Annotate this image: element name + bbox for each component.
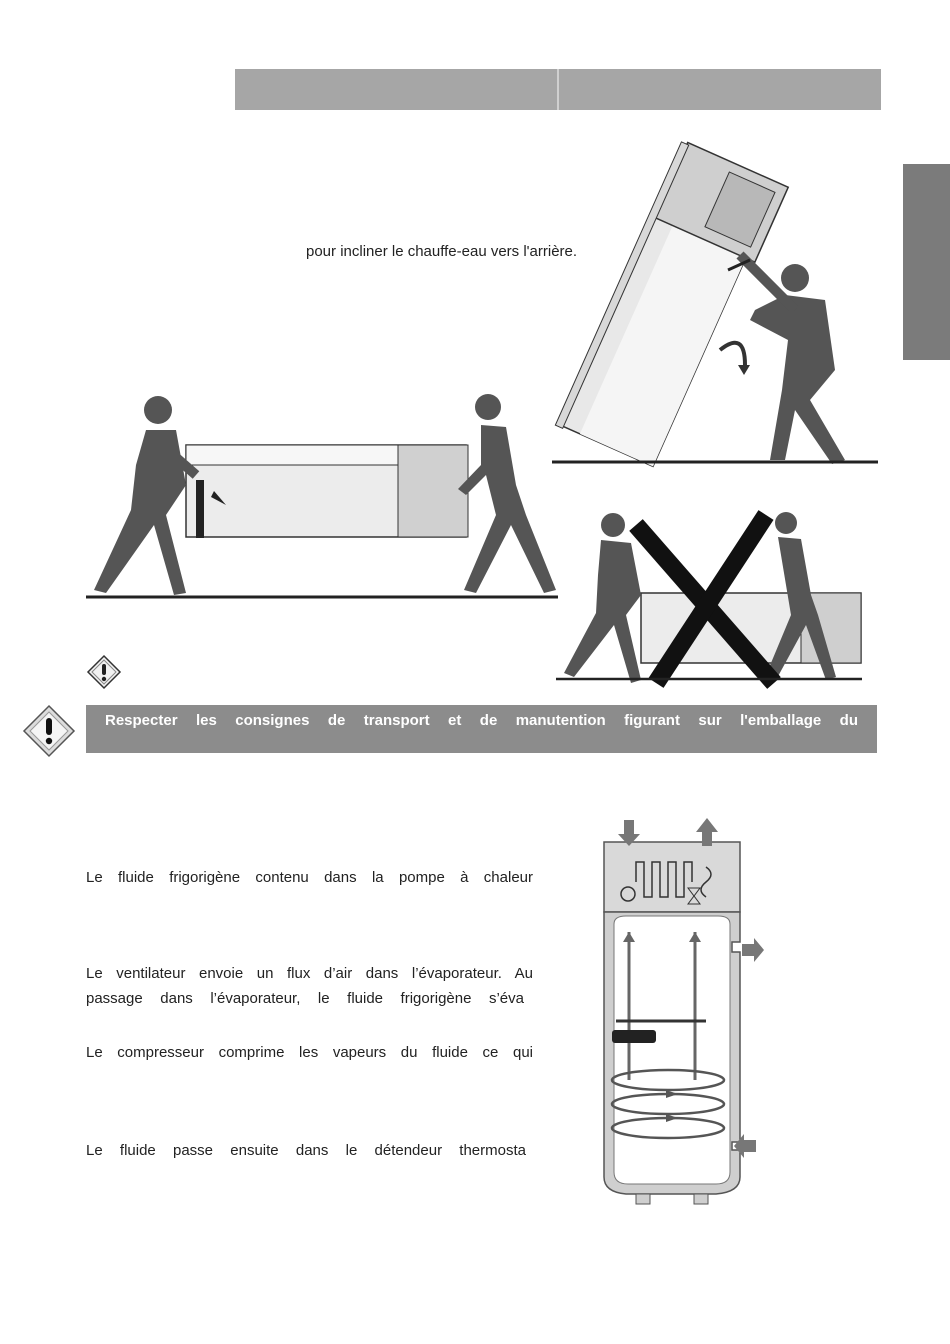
header-bar	[235, 69, 881, 110]
tilt-caption: pour incliner le chauffe-eau vers l'arrière.	[306, 243, 578, 260]
paragraph-fan-line2: passage dans l’évaporateur, le fluide frigorigène s’éva	[86, 990, 524, 1007]
tilt-illustration	[550, 160, 880, 465]
warning-diamond-icon	[22, 704, 76, 758]
paragraph-expansion: Le fluide passe ensuite dans le détendeur thermosta	[86, 1142, 526, 1159]
paragraph-refrigerant: Le fluide frigorigène contenu dans la pompe à chaleur	[86, 869, 533, 886]
heater-cross-section-diagram	[596, 812, 771, 1212]
prohibited-illustration	[556, 505, 866, 687]
paragraph-compressor: Le compresseur comprime les vapeurs du fluide ce qui	[86, 1044, 533, 1061]
caution-diamond-icon	[87, 655, 121, 689]
warning-text: Respecter les consignes de transport et de manutention figurant sur l'emballage du	[105, 712, 858, 729]
warning-banner	[86, 705, 877, 753]
header-divider	[557, 69, 559, 110]
carry-illustration	[86, 385, 561, 605]
chapter-side-tab	[903, 164, 950, 360]
paragraph-fan-line1: Le ventilateur envoie un flux d’air dans l’évaporateur. Au	[86, 965, 533, 982]
